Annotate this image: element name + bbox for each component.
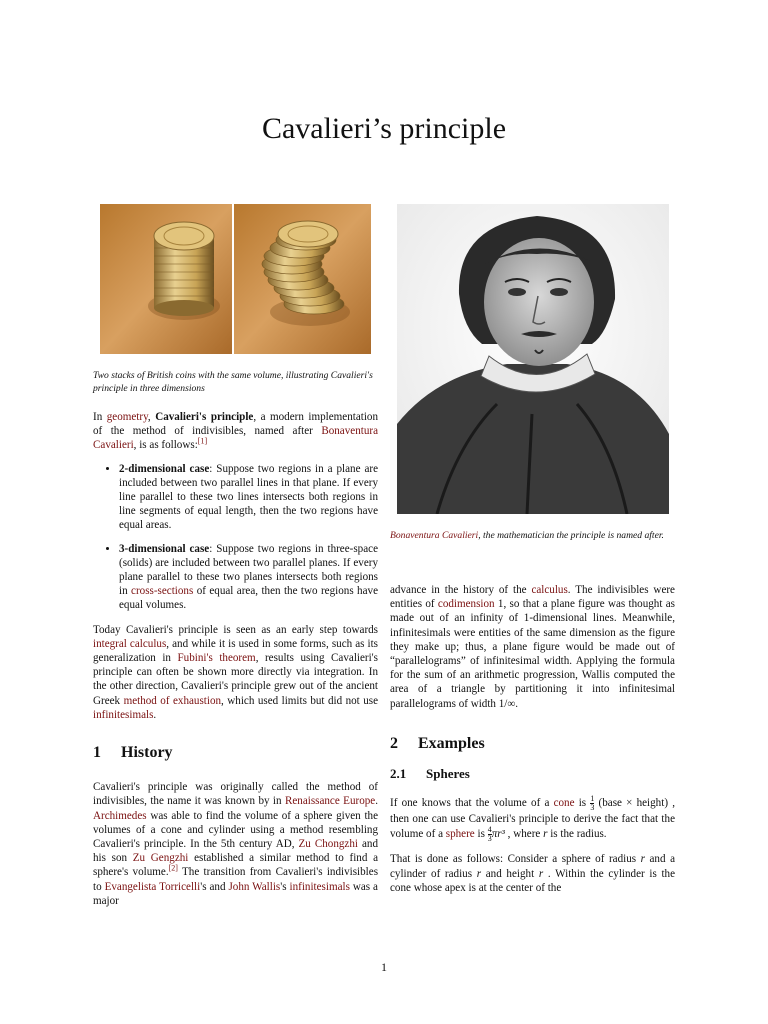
citation-1[interactable]: [1]	[197, 436, 208, 446]
link-cross-sections[interactable]: cross-sections	[131, 585, 194, 598]
section-heading-history: 1 History	[93, 744, 173, 762]
citation-2[interactable]: [2]	[168, 863, 178, 873]
link-cone[interactable]: cone	[553, 797, 575, 810]
figure1-caption: Two stacks of British coins with the same volume, illustrating Cavalieri's principle in three dimensions	[93, 370, 373, 394]
spheres-paragraph: If one knows that the volume of a cone is $\frac{1}{3}$ (base × height) , then one can use Cavalieri's principle to derive the fact that the volume of a sphere is $\frac{4}{3}$ πr³ , where r is the radius.	[390, 794, 675, 844]
link-codimension[interactable]: codimension	[437, 598, 495, 611]
cavalieri-portrait	[397, 204, 669, 514]
link-fubinis-theorem[interactable]: Fubini's theorem	[177, 652, 256, 665]
intro-paragraph: In geometry, Cavalieri's principle, a modern implementation of the method of indivisibles, named after Bonaventura Cavalieri, is as follows:[1]	[93, 411, 379, 452]
link-bonaventura-cavalieri[interactable]: Bonaventura Cavalieri	[390, 530, 479, 541]
link-method-of-exhaustion[interactable]: method of exhaustion	[123, 694, 222, 707]
link-archimedes[interactable]: Archimedes	[93, 809, 147, 822]
link-geometry[interactable]: geometry	[106, 411, 148, 423]
link-zu-chongzhi[interactable]: Zu Chongzhi	[298, 838, 358, 851]
coin-stacks-photo	[100, 204, 371, 354]
page-number: 1	[381, 960, 387, 974]
case-list	[93, 462, 378, 613]
page-title: Cavalieri’s principle	[261, 112, 507, 145]
right-column	[390, 583, 675, 904]
list-item: • 3-dimensional case: Suppose two regions in three-space (solids) are included between two parallel planes. If every plane parallel to these two planes intersects both regions in cross-sections of equal area, then the two regions have equal volumes.	[119, 542, 378, 613]
list-item: • 2-dimensional case: Suppose two regions in a plane are included between two parallel lines in that plane. If every line parallel to these two lines intersects both regions in line segments of equal length, then the two regions have equal areas.	[119, 462, 378, 533]
link-infinitesimals[interactable]: infinitesimals	[93, 708, 154, 721]
paragraph: advance in the history of the calculus. The indivisibles were entities of codimension 1, so that a plane figure was thought as made out of an infinity of 1-dimensional lines. Meanwhile, infinitesimals were entities of the same dimension as the figure they make up; thus, a plane figure would be made out of “parallelograms” of infinitesimal width. Applying the formula for the sum of an arithmetic progression, Wallis computed the area of a triangle by partitioning it into infinitesimal parallelograms of width 1/∞.	[390, 584, 675, 710]
link-evangelista-torricelli[interactable]: Evangelista Torricelli	[104, 880, 201, 893]
spheres-paragraph-2: That is done as follows: Consider a sphere of radius r and a cylinder of radius r and height r . Within the cylinder is the cone whose apex is at the center of the	[390, 853, 676, 894]
link-renaissance-europe[interactable]: Renaissance Europe	[284, 795, 376, 808]
link-sphere[interactable]: sphere	[445, 828, 475, 841]
link-zu-gengzhi[interactable]: Zu Gengzhi	[132, 852, 189, 865]
section-heading-examples: 2 Examples	[390, 734, 485, 752]
left-column	[93, 410, 378, 917]
link-calculus[interactable]: calculus	[531, 584, 568, 596]
fraction-four-thirds: $\frac{4}{3}$	[487, 825, 492, 844]
link-integral-calculus[interactable]: integral calculus	[93, 637, 167, 650]
figure2-caption: Bonaventura Cavalieri, the mathematician the principle is named after.	[390, 530, 664, 541]
link-john-wallis[interactable]: John Wallis	[228, 880, 281, 893]
link-bonaventura-cavalieri[interactable]: Bonaventura Cavalieri	[93, 425, 378, 452]
paragraph: Today Cavalieri's principle is seen as an early step towards integral calculus, and while it is used in some forms, such as its generalization in Fubini's theorem, results using Cavalieri's principle can often be shown more directly via integration. In the other direction, Cavalieri's principle grew out of the ancient Greek method of exhaustion, which used limits but did not use infinitesimals.	[93, 623, 379, 721]
subsection-heading-spheres: 2.1 Spheres	[390, 766, 470, 782]
history-paragraph: Cavalieri's principle was originally called the method of indivisibles, the name it was known by in Renaissance Europe. Archimedes was able to find the volume of a sphere given the volumes of a cone and cylinder using a method resembling Cavalieri's principle. In the 5th century AD, Zu Chongzhi and his son Zu Gengzhi established a similar method to find a sphere's volume.[2] The transition from Cavalieri's indivisibles to Evangelista Torricelli's and John Wallis's infinitesimals was a major	[93, 781, 379, 907]
link-infinitesimals[interactable]: infinitesimals	[289, 880, 350, 893]
fraction-one-third: $\frac{1}{3}$	[590, 794, 595, 813]
